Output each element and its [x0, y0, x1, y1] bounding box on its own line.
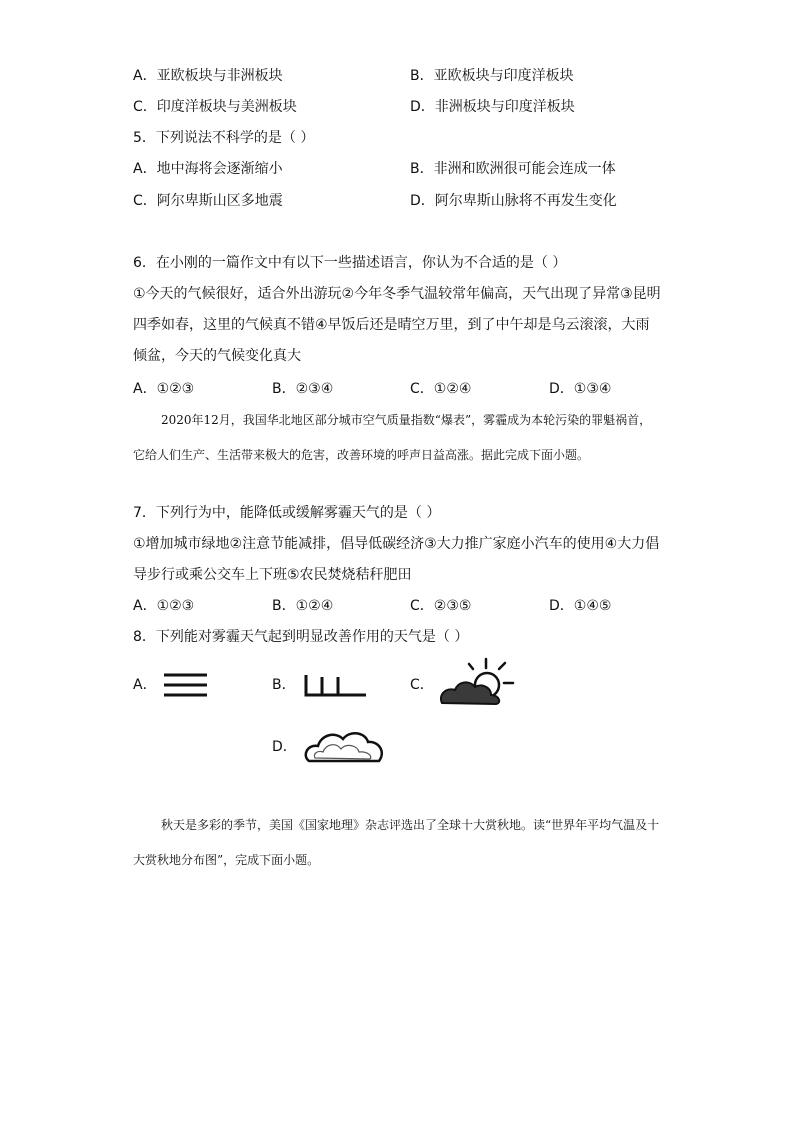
q8-option-c: C．	[410, 677, 434, 693]
q5-stem: 5．下列说法不科学的是（ ）	[133, 130, 315, 146]
q4-option-b: B．亚欧板块与印度洋板块	[410, 68, 574, 84]
q4-option-c: C．印度洋板块与美洲板块	[133, 99, 297, 115]
q7-statements: ①增加城市绿地②注意节能减排，倡导低碳经济③大力推广家庭小汽车的使用④大力倡导步行或乘公交车上下班⑤农民焚烧秸秆肥田	[133, 536, 660, 583]
q6-option-a: A．①②③	[133, 381, 195, 397]
autumn-passage: 秋天是多彩的季节，美国《国家地理》杂志评选出了全球十大赏秋地。读“世界年平均气温及十大赏秋地分布图”，完成下面小题。	[133, 818, 660, 867]
q4-option-a: A．亚欧板块与非洲板块	[133, 68, 283, 84]
q7-option-b: B．①②④	[272, 598, 334, 614]
partly-cloudy-icon	[436, 655, 516, 709]
q7-option-c: C．②③⑤	[410, 598, 472, 614]
q8-option-a: A．	[133, 677, 157, 693]
q7-option-a: A．①②③	[133, 598, 195, 614]
haze-passage: 2020年12月，我国华北地区部分城市空气质量指数“爆表”，雾霾成为本轮污染的罪魁祸首，它给人们生产、生活带来极大的危害，改善环境的呼声日益高涨。据此完成下面小题。	[133, 413, 652, 462]
q5-option-d: D．阿尔卑斯山脉将不再发生变化	[410, 193, 617, 209]
q7-stem: 7．下列行为中，能降低或缓解雾霾天气的是（ ）	[133, 505, 441, 521]
cloudy-icon	[303, 725, 387, 767]
q6-option-c: C．①②④	[410, 381, 472, 397]
q6-statements: ①今天的气候很好，适合外出游玩②今年冬季气温较常年偏高，天气出现了异常③昆明四季如春，这里的气候真不错④早饭后还是晴空万里，到了中午却是乌云滚滚，大雨倾盆，今天的气候变化真大	[133, 286, 661, 364]
q5-option-b: B．非洲和欧洲很可能会连成一体	[410, 161, 616, 177]
q8-stem: 8．下列能对雾霾天气起到明显改善作用的天气是（ ）	[133, 629, 469, 645]
q5-option-c: C．阿尔卑斯山区多地震	[133, 193, 283, 209]
fog-icon	[162, 672, 210, 700]
sandstorm-icon	[302, 671, 372, 701]
q7-option-d: D．①④⑤	[549, 598, 612, 614]
q4-option-d: D．非洲板块与印度洋板块	[410, 99, 575, 115]
q6-option-d: D．①③④	[549, 381, 612, 397]
q6-stem: 6．在小刚的一篇作文中有以下一些描述语言，你认为不合适的是（ ）	[133, 255, 567, 271]
q5-option-a: A．地中海将会逐渐缩小	[133, 161, 283, 177]
q8-option-b: B．	[272, 677, 296, 693]
q8-option-d: D．	[272, 739, 297, 755]
q6-option-b: B．②③④	[272, 381, 334, 397]
